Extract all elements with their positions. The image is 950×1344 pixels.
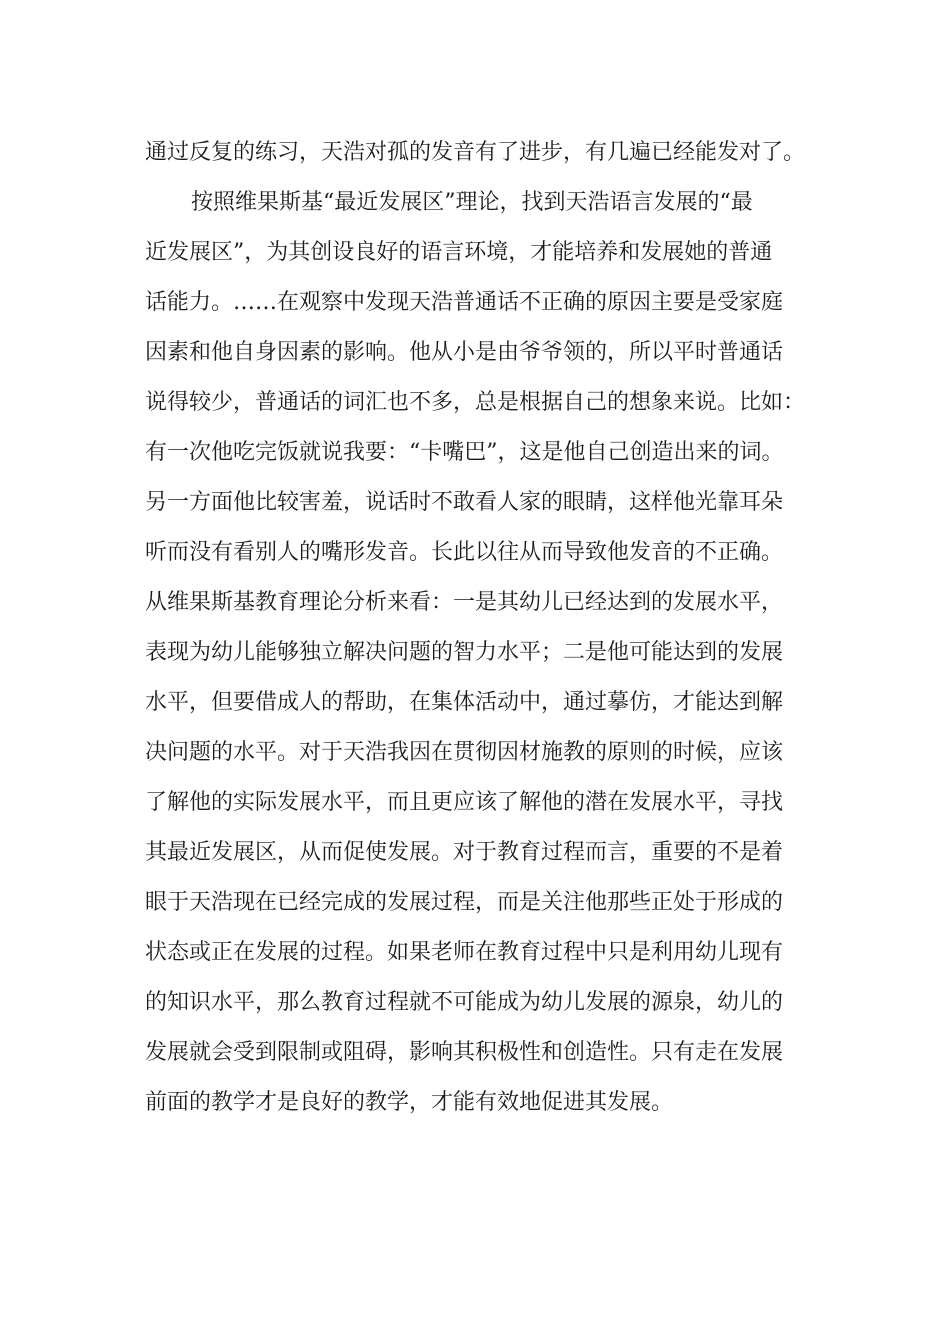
body-text <box>145 128 825 1128</box>
text-line-5: 因素和他自身因素的影响。他从小是由爷爷领的，所以平时普通话 <box>145 340 784 365</box>
text-line-14: 了解他的实际发展水平，而且更应该了解他的潜在发展水平，寻找 <box>145 790 784 815</box>
text-line-12: 水平，但要借成人的帮助，在集体活动中，通过摹仿，才能达到解 <box>145 690 784 715</box>
text-line-6: 说得较少，普通话的词汇也不多，总是根据自己的想象来说。比如： <box>145 390 806 415</box>
text-line-3: 近发展区”，为其创设良好的语言环境，才能培养和发展她的普通 <box>145 240 773 265</box>
text-line-17: 状态或正在发展的过程。如果老师在教育过程中只是利用幼儿现有 <box>145 940 784 965</box>
text-line-10: 从维果斯基教育理论分析来看：一是其幼儿已经达到的发展水平， <box>145 590 784 615</box>
text-line-4: 话能力。……在观察中发现天浩普通话不正确的原因主要是受家庭 <box>145 290 784 315</box>
text-line-9: 听而没有看别人的嘴形发音。长此以往从而导致他发音的不正确。 <box>145 540 784 565</box>
text-line-16: 眼于天浩现在已经完成的发展过程，而是关注他那些正处于形成的 <box>145 890 784 915</box>
text-line-13: 决问题的水平。对于天浩我因在贯彻因材施教的原则的时候，应该 <box>145 740 784 765</box>
text-line-7: 有一次他吃完饭就说我要：“卡嘴巴”，这是他自己创造出来的词。 <box>145 440 784 465</box>
text-line-18: 的知识水平，那么教育过程就不可能成为幼儿发展的源泉，幼儿的 <box>145 990 784 1015</box>
text-line-1: 通过反复的练习，天浩对孤的发音有了进步，有几遍已经能发对了。 <box>145 140 806 165</box>
text-line-15: 其最近发展区，从而促使发展。对于教育过程而言，重要的不是着 <box>145 840 784 865</box>
text-line-2: 按照维果斯基“最近发展区”理论，找到天浩语言发展的“最 <box>191 190 753 215</box>
text-line-8: 另一方面他比较害羞，说话时不敢看人家的眼睛，这样他光靠耳朵 <box>145 490 784 515</box>
text-line-20: 前面的教学才是良好的教学，才能有效地促进其发展。 <box>145 1090 674 1115</box>
text-line-11: 表现为幼儿能够独立解决问题的智力水平；二是他可能达到的发展 <box>145 640 784 665</box>
text-line-19: 发展就会受到限制或阻碍，影响其积极性和创造性。只有走在发展 <box>145 1040 784 1065</box>
